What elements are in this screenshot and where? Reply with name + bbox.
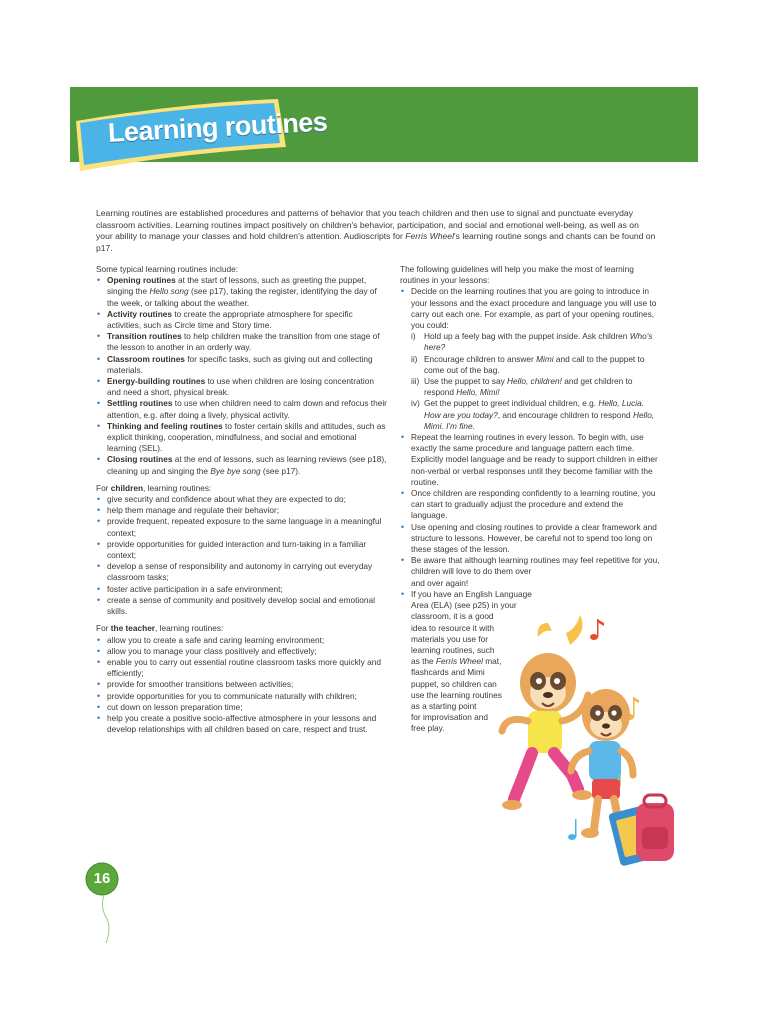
- bold-term: Transition routines: [107, 331, 182, 342]
- text-run: to create the appropriate atmosphere for specific activities, such as Circle time and Story time.: [107, 308, 353, 331]
- music-note-icon: [568, 819, 577, 840]
- routine-item: [96, 376, 388, 398]
- text-run: materials you use for: [411, 633, 489, 644]
- step-item: [411, 331, 660, 353]
- text-run: Encourage children to answer: [424, 353, 537, 364]
- text-run: and get children to respond: [424, 376, 633, 398]
- text-run: to foster certain skills and attitudes, such as explicit thinking, cooperation, mindfulness, and social and emotional learning (SEL).: [107, 420, 386, 454]
- italic-text: Ferris Wheel: [435, 656, 483, 667]
- routine-item: [96, 398, 388, 420]
- meerkat-children-illustration: [486, 605, 686, 875]
- balloon-string: [98, 895, 112, 943]
- guideline-item: • Use opening and closing routines to provide a clear framework and structure to lessons. However, be careful not to spend too long on these stages of the lesson.: [400, 522, 660, 556]
- italic-text: Hello, Mimi!: [456, 387, 500, 398]
- teacher-benefit-item: • provide for smoother transitions between activities;: [96, 679, 388, 690]
- text-run: For: [96, 623, 111, 634]
- teacher-benefit-item: • enable you to carry out essential routine classroom tasks more quickly and efficiently;: [96, 657, 388, 679]
- step-numeral: ii): [411, 353, 418, 364]
- guideline-text: children will love to do them over and over again!: [411, 566, 532, 588]
- text-run: puppet, so children can: [411, 678, 497, 689]
- text-run: for specific tasks, such as giving out and collecting materials.: [107, 353, 373, 375]
- children-lead: [96, 483, 388, 494]
- text-run: learning routines, such: [411, 644, 495, 655]
- text-run: Hold up a feely bag with the puppet inside. Ask children: [424, 331, 630, 342]
- children-benefit-item: • provide opportunities for guided interaction and turn-taking in a familiar context;: [96, 539, 388, 561]
- guideline-item: • Once children are responding confidently to a learning routine, you can start to gradually adjust the procedure and extend the language.: [400, 488, 660, 522]
- italic-text: Hello, Lucia. How are you today?: [424, 398, 645, 420]
- text-run: at the end of lessons, such as learning reviews (see p18), cleaning up and singing the: [107, 454, 387, 476]
- routine-item: [96, 421, 388, 455]
- text-run: and call to the puppet to come out of the bag.: [424, 353, 645, 375]
- children-benefit-item: • foster active participation in a safe environment;: [96, 584, 388, 595]
- children-benefit-item: • help them manage and regulate their behavior;: [96, 505, 388, 516]
- backpack-icon: [636, 795, 674, 861]
- text-run: (see p17), taking the register, identifying the day of the week, or talking about the weather.: [107, 286, 377, 308]
- text-run: If you have an English Language: [411, 588, 532, 599]
- text-run: at the start of lessons, such as greeting the puppet, singing the: [107, 275, 367, 297]
- text-run: idea to resource it with: [411, 622, 495, 633]
- text-run: , and encourage children to respond: [497, 409, 633, 420]
- guideline-item: • Repeat the learning routines in every lesson. To begin with, use exactly the same procedure and language pattern each time. Explicitly model language and be ready to support children in either non-verbal or verbal responses until they become familiar with the routine.: [400, 432, 660, 488]
- children-benefit-item: • develop a sense of responsibility and autonomy in carrying out everyday classroom tasks;: [96, 561, 388, 583]
- bold-term: Opening routines: [107, 275, 176, 286]
- text-run: , learning routines:: [155, 623, 224, 634]
- guideline-item: [400, 286, 660, 432]
- text-run: as a starting point: [411, 700, 477, 711]
- text-run: (see p17).: [260, 465, 301, 476]
- routine-item: [96, 354, 388, 376]
- page-number: 16: [93, 870, 111, 887]
- teacher-list: [96, 635, 388, 736]
- text-run: Use the puppet to say: [424, 376, 508, 387]
- meerkat-girl: [502, 615, 592, 810]
- steps-list: [411, 331, 660, 432]
- teacher-benefit-item: • help you create a positive socio-affective atmosphere in your lessons and develop relationships with all children based on care, respect and trust.: [96, 713, 388, 735]
- text-run: 's learning routine songs and chants can be found on p17.: [96, 231, 656, 253]
- routine-item: [96, 454, 388, 476]
- bold-term: Classroom routines: [107, 353, 185, 364]
- text-run: classroom, it is a good: [411, 611, 494, 622]
- step-numeral: i): [411, 331, 416, 342]
- page-title: Learning routines: [107, 106, 328, 148]
- text-run: mat,: [482, 656, 502, 667]
- italic-text: Hello, children!: [507, 376, 562, 387]
- intro-paragraph: [96, 208, 656, 254]
- teacher-benefit-item: • allow you to manage your class positively and effectively;: [96, 646, 388, 657]
- italic-text: Hello, Mimi. I'm fine.: [424, 409, 655, 431]
- guideline-text: Be aware that although learning routines may feel repetitive for you,: [411, 555, 660, 566]
- children-benefit-item: • create a sense of community and positively develop social and emotional skills.: [96, 595, 388, 617]
- text-run: , learning routines:: [143, 482, 212, 493]
- text-run: to help children make the transition from one stage of the lesson to another in an orderly way.: [107, 331, 380, 353]
- text-run: as the: [411, 656, 436, 667]
- italic-text: Mimi: [536, 353, 554, 364]
- guidelines-lead: The following guidelines will help you make the most of learning routines in your lessons:: [400, 264, 634, 286]
- teacher-lead: [96, 623, 388, 634]
- text-run: to use when children are losing concentration and need a short, physical break.: [107, 376, 374, 398]
- italic-text: Hello song: [149, 286, 189, 297]
- guideline-item: [400, 555, 660, 589]
- teacher-benefit-item: • provide opportunities for you to communicate naturally with children;: [96, 691, 388, 702]
- bold-term: the teacher: [110, 623, 156, 634]
- step-item: [411, 376, 660, 398]
- text-run: Area (ELA) (see p25) in your: [411, 600, 517, 611]
- routine-item: [96, 331, 388, 353]
- text-run: use the learning routines: [411, 689, 502, 700]
- step-numeral: iv): [411, 398, 420, 409]
- step-item: [411, 354, 660, 376]
- routines-lead: Some typical learning routines include:: [96, 264, 239, 274]
- text-run: to use when children need to calm down and refocus their attention, e.g. after doing a lively, physical activity.: [107, 398, 387, 420]
- bold-term: children: [110, 482, 144, 493]
- guideline-text: Decide on the learning routines that you are going to introduce in your lessons and the exact procedure and language you will use to carry out each one. For example, as part of your opening routines, you could:: [411, 286, 657, 331]
- text-run: For: [96, 482, 111, 493]
- left-column: [96, 264, 388, 735]
- children-benefit-item: • give security and confidence about what they are expected to do;: [96, 494, 388, 505]
- bold-term: Energy-building routines: [107, 376, 206, 387]
- italic-text: Who's here?: [424, 331, 653, 353]
- teacher-benefit-item: • allow you to create a safe and caring learning environment;: [96, 635, 388, 646]
- italic-text: Bye bye song: [210, 465, 261, 476]
- routine-item: [96, 309, 388, 331]
- step-item: [411, 398, 660, 432]
- step-numeral: iii): [411, 376, 420, 387]
- children-benefit-item: • provide frequent, repeated exposure to the same language in a meaningful context;: [96, 516, 388, 538]
- text-run: flashcards and Mimi: [411, 667, 485, 678]
- text-run: Learning routines are established procedures and patterns of behavior that you teach children and then use to signal and punctuate everyday classroom activities. Learning routines impact positively on children's behavior, participation, and social and emotional well-being, as well as on your ability to manage your classes and hold children's attention. Audioscripts for: [96, 208, 639, 241]
- routines-list: [96, 275, 388, 477]
- text-run: for improvisation and: [411, 712, 489, 723]
- guideline-line: [411, 589, 660, 600]
- text-run: free play.: [411, 723, 445, 734]
- children-list: [96, 494, 388, 617]
- bold-term: Settling routines: [107, 398, 173, 409]
- bold-term: Activity routines: [107, 308, 173, 319]
- music-note-icon: [590, 619, 604, 640]
- bold-term: Thinking and feeling routines: [107, 420, 223, 431]
- teacher-benefit-item: • cut down on lesson preparation time;: [96, 702, 388, 713]
- text-run: Get the puppet to greet individual children, e.g.: [424, 398, 599, 409]
- italic-text: Ferris Wheel: [405, 231, 454, 241]
- routine-item: [96, 275, 388, 309]
- bold-term: Closing routines: [107, 454, 173, 465]
